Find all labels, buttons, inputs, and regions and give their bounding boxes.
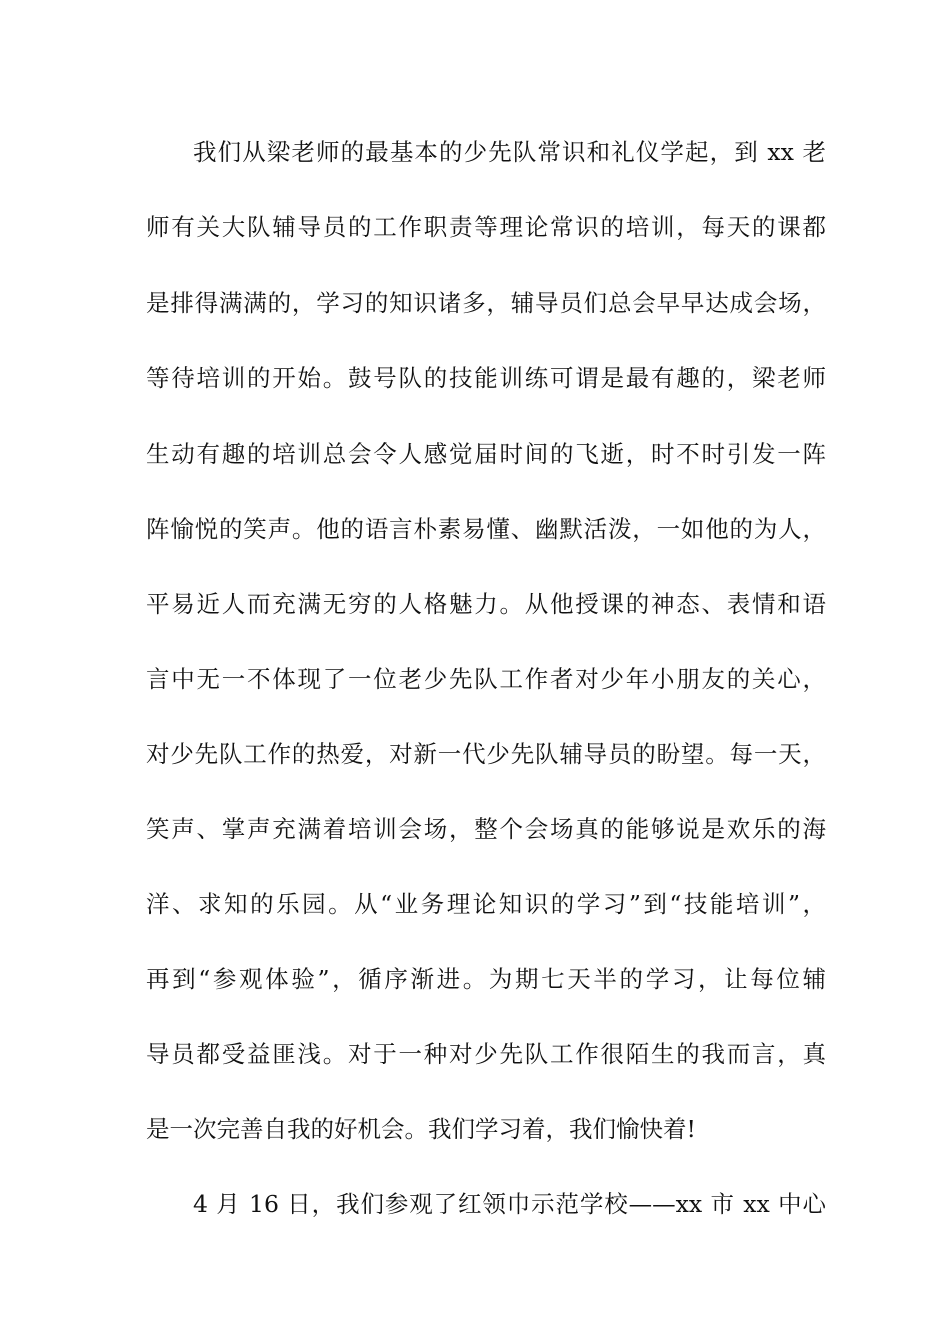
paragraph-1-line-6: 阵愉悦的笑声。他的语言朴素易懂、幽默活泼，一如他的为人， (146, 515, 826, 543)
paragraph-1-line-4: 等待培训的开始。鼓号队的技能训练可谓是最有趣的，梁老师 (146, 364, 826, 392)
paragraph-2-line-1: 4 月 16 日，我们参观了红领巾示范学校——xx 市 xx 中心 (193, 1190, 826, 1218)
paragraph-1-line-7: 平易近人而充满无穷的人格魅力。从他授课的神态、表情和语 (146, 590, 826, 618)
paragraph-1-line-9: 对少先队工作的热爱，对新一代少先队辅导员的盼望。每一天， (146, 740, 826, 768)
paragraph-1-line-2: 师有关大队辅导员的工作职责等理论常识的培训，每天的课都 (146, 213, 826, 241)
paragraph-1-line-1: 我们从梁老师的最基本的少先队常识和礼仪学起，到 xx 老 (193, 138, 826, 166)
paragraph-1-line-3: 是排得满满的，学习的知识诸多，辅导员们总会早早达成会场， (146, 289, 826, 317)
paragraph-1-line-5: 生动有趣的培训总会令人感觉届时间的飞逝，时不时引发一阵 (146, 440, 826, 468)
paragraph-1-line-10: 笑声、掌声充满着培训会场，整个会场真的能够说是欢乐的海 (146, 815, 826, 843)
paragraph-1-line-8: 言中无一不体现了一位老少先队工作者对少年小朋友的关心， (146, 665, 826, 693)
paragraph-1-line-14: 是一次完善自我的好机会。我们学习着，我们愉快着! (146, 1115, 696, 1143)
paragraph-1-line-11: 洋、求知的乐园。从“业务理论知识的学习”到“技能培训”， (146, 890, 826, 918)
paragraph-1-line-13: 导员都受益匪浅。对于一种对少先队工作很陌生的我而言，真 (146, 1040, 826, 1068)
paragraph-1-line-12: 再到“参观体验”，循序渐进。为期七天半的学习，让每位辅 (146, 965, 826, 993)
